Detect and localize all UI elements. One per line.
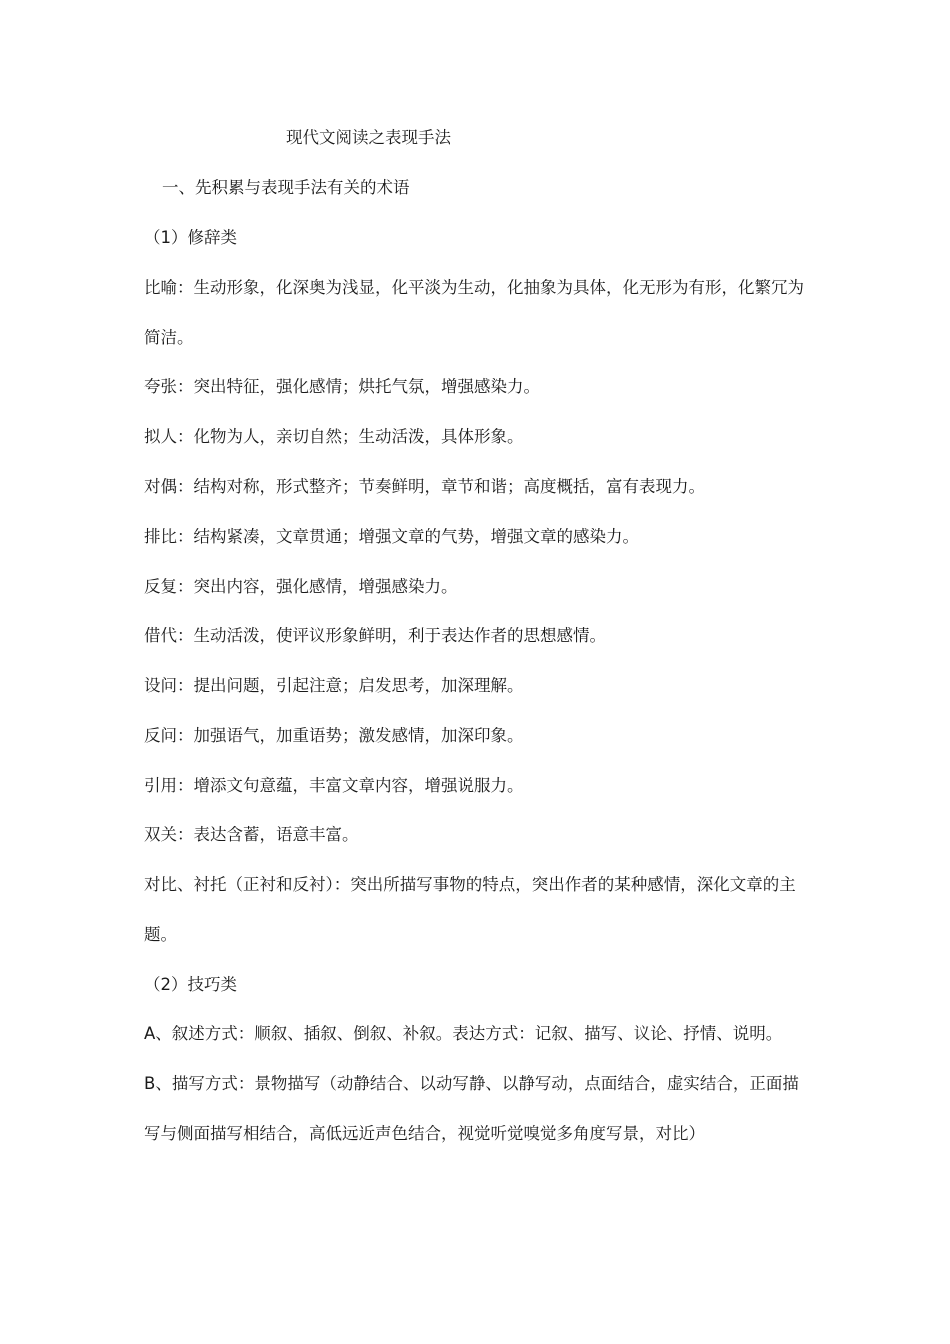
section-heading: 一、先积累与表现手法有关的术语 <box>162 178 410 197</box>
paragraph-quotation: 引用：增添文句意蕴，丰富文章内容，增强说服力。 <box>144 776 524 795</box>
document-title: 现代文阅读之表现手法 <box>286 128 451 147</box>
paragraph-pun: 双关：表达含蓄，语意丰富。 <box>144 825 359 844</box>
paragraph-rhetorical-question: 反问：加强语气，加重语势；激发感情，加深印象。 <box>144 726 524 745</box>
paragraph-parallelism: 排比：结构紧凑，文章贯通；增强文章的气势，增强文章的感染力。 <box>144 527 639 546</box>
paragraph-metaphor-line1: 比喻：生动形象，化深奥为浅显，化平淡为生动，化抽象为具体，化无形为有形，化繁冗为 <box>144 278 804 297</box>
paragraph-hypophora: 设问：提出问题，引起注意；启发思考，加深理解。 <box>144 676 524 695</box>
subsection-heading-technique: （2）技巧类 <box>144 975 237 994</box>
paragraph-contrast-line1: 对比、衬托（正衬和反衬）：突出所描写事物的特点，突出作者的某种感情，深化文章的主 <box>144 875 796 894</box>
paragraph-hyperbole: 夸张：突出特征，强化感情；烘托气氛，增强感染力。 <box>144 377 540 396</box>
paragraph-personification: 拟人：化物为人，亲切自然；生动活泼，具体形象。 <box>144 427 524 446</box>
paragraph-metonymy: 借代：生动活泼，使评议形象鲜明，利于表达作者的思想感情。 <box>144 626 606 645</box>
subsection-heading-rhetoric: （1）修辞类 <box>144 228 237 247</box>
paragraph-metaphor-line2: 简洁。 <box>144 328 194 347</box>
paragraph-contrast-line2: 题。 <box>144 925 177 944</box>
paragraph-narration-expression: A、叙述方式：顺叙、插叙、倒叙、补叙。表达方式：记叙、描写、议论、抒情、说明。 <box>144 1024 783 1043</box>
paragraph-description-line1: B、描写方式：景物描写（动静结合、以动写静、以静写动，点面结合，虚实结合，正面描 <box>144 1074 799 1093</box>
paragraph-repetition: 反复：突出内容，强化感情，增强感染力。 <box>144 577 458 596</box>
paragraph-description-line2: 写与侧面描写相结合，高低远近声色结合，视觉听觉嗅觉多角度写景，对比） <box>144 1124 705 1143</box>
paragraph-antithesis: 对偶：结构对称，形式整齐；节奏鲜明，章节和谐；高度概括，富有表现力。 <box>144 477 705 496</box>
